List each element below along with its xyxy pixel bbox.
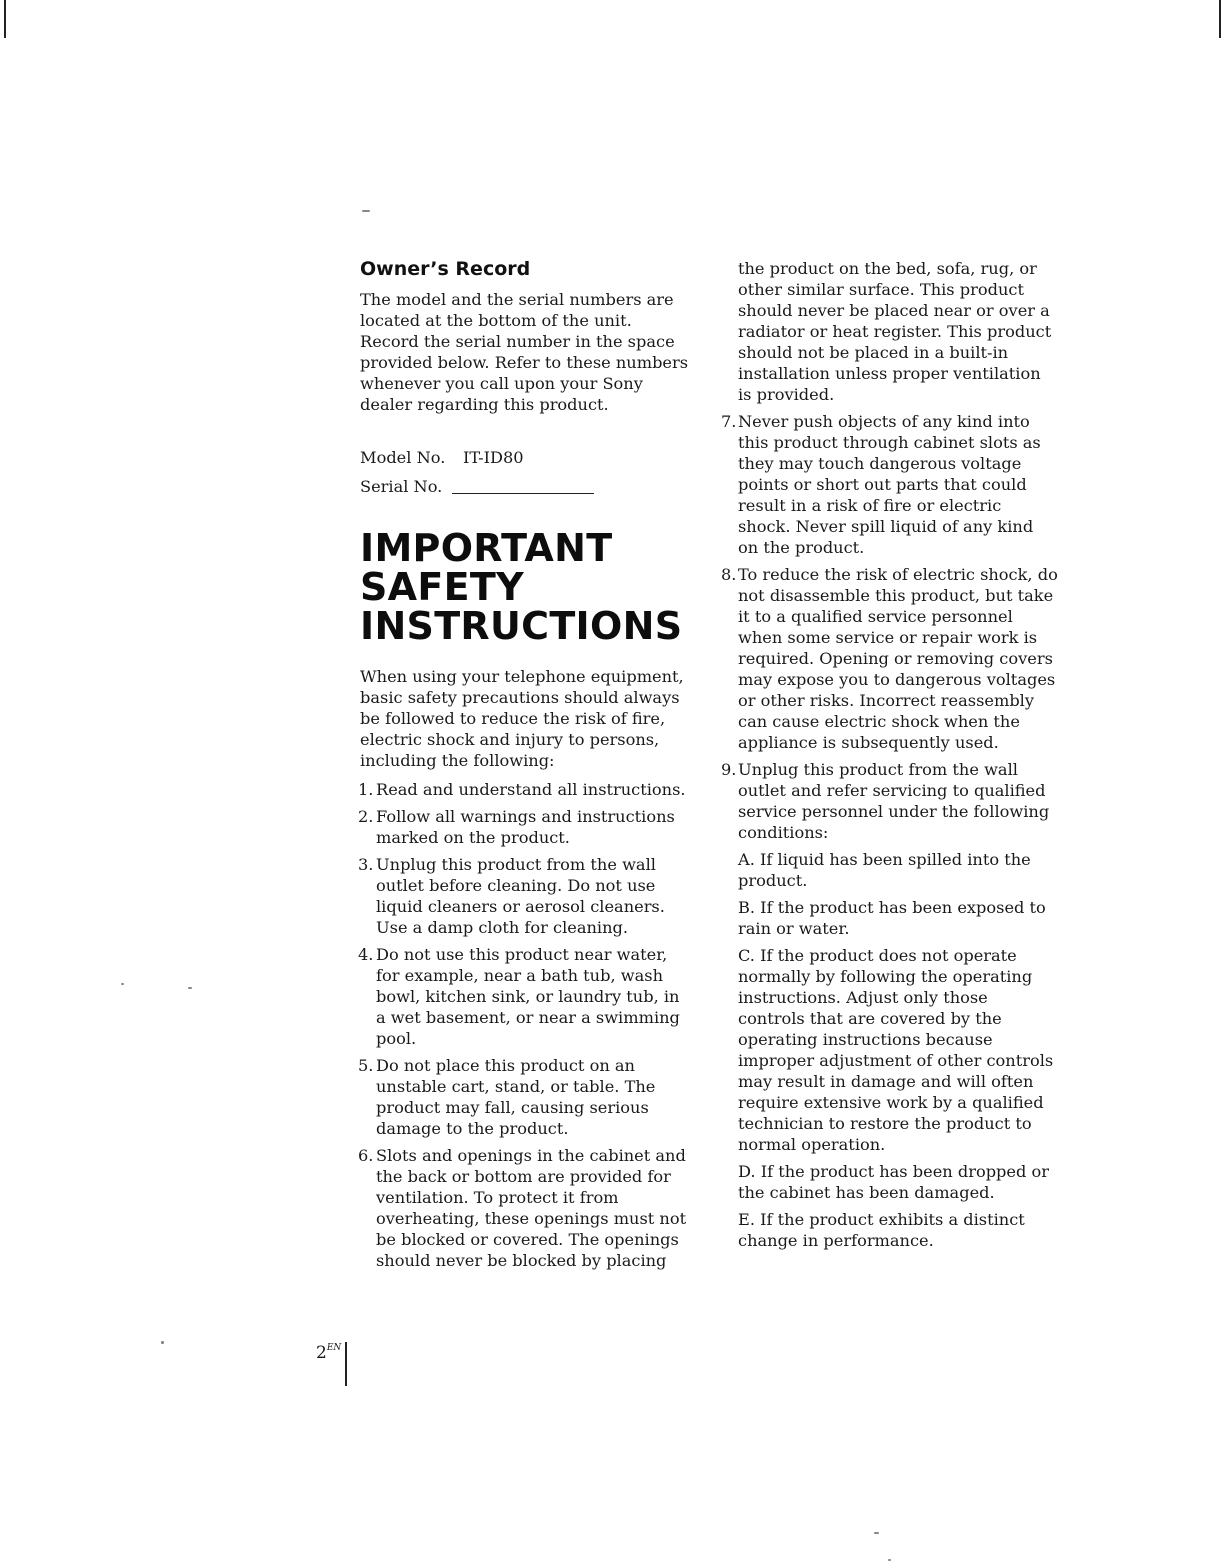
model-number-row [360,447,690,468]
list-item [360,1145,690,1271]
model-value: IT-ID80 [463,448,524,467]
safety-title [360,526,690,648]
list-item [721,564,1058,753]
item6-continued: the product on the bed, sofa, rug, or other similar surface. This product should never be placed near or over a radiator or heat register. This product should not be placed in a built-in installation unless proper ventilation is provided. [738,259,1052,404]
page-number-rule [345,1342,347,1386]
safety-lead: When using your telephone equipment, basic safety precautions should always be followed to reduce the risk of fire, electric shock and injury to persons, including the following: [360,667,684,770]
list-item [360,779,690,800]
item-number: 9. [721,760,737,779]
condition-item: A. If liquid has been spilled into the product. [738,850,1031,890]
condition-item: E. If the product exhibits a distinct change in performance. [738,1210,1025,1250]
item-number: 2. [358,807,374,826]
item-text: Read and understand all instructions. [376,780,686,799]
item-text: Do not place this product on an unstable cart, stand, or table. The product may fall, causing serious damage to the product. [376,1056,656,1138]
item-number: 4. [358,945,374,964]
safety-title-line: SAFETY [360,565,524,609]
item-text: Unplug this product from the wall outlet before cleaning. Do not use liquid cleaners or aerosol cleaners. Use a damp cloth for cleaning. [376,855,665,937]
page-number [316,1338,341,1363]
safety-list-left [360,779,690,1271]
item-text: Unplug this product from the wall outlet and refer servicing to qualified service personnel under the following conditions: [738,760,1050,842]
page-number-value: 2 [316,1343,327,1363]
scan-speck [161,1341,164,1344]
item-text: Follow all warnings and instructions marked on the product. [376,807,675,847]
owners-record-intro: The model and the serial numbers are located at the bottom of the unit. Record the serial number in the space provided below. Refer to these numbers whenever you call upon your Sony dealer regarding this product. [360,290,689,414]
scan-speck [188,987,192,989]
item-number: 5. [358,1056,374,1075]
list-item [360,944,690,1049]
list-item [360,854,690,938]
page-number-suffix: EN [326,1343,342,1353]
list-item [360,806,690,848]
model-label: Model No. [360,448,446,467]
scan-speck [362,210,370,212]
safety-title-line: IMPORTANT [360,526,613,570]
condition-item: C. If the product does not operate normally by following the operating instructions. Adjust only those controls that are covered by the operating instructions because improper adjustment of other controls may result in damage and will often require extensive work by a qualified technician to restore the product to normal operation. [738,946,1054,1154]
serial-number-row [360,476,690,497]
owners-record-heading: Owner’s Record [360,258,531,280]
scan-edge-right [1219,0,1221,38]
serial-label: Serial No. [360,477,443,496]
safety-list-right [718,411,1058,843]
scan-speck [888,1559,891,1561]
list-item [721,411,1058,558]
item-number: 8. [721,565,737,584]
condition-item: B. If the product has been exposed to rain or water. [738,898,1046,938]
item-text: To reduce the risk of electric shock, do not disassemble this product, but take it to a qualified service personnel when some service or repair work is required. Opening or removing covers may expose you to dangerous voltages or other risks. Incorrect reassembly can cause electric shock when the appliance is subsequently used. [738,565,1058,752]
condition-item: D. If the product has been dropped or the cabinet has been damaged. [738,1162,1049,1202]
item-number: 3. [358,855,374,874]
list-item [360,1055,690,1139]
list-item [721,759,1058,843]
item-text: Slots and openings in the cabinet and the back or bottom are provided for ventilation. To protect it from overheating, these openings must not be blocked or covered. The openings should never be blocked by placing [376,1146,687,1270]
right-column [718,258,1058,1257]
item-number: 6. [358,1146,374,1165]
item-number: 7. [721,412,737,431]
left-column [360,258,690,1277]
conditions-list [718,849,1058,1251]
scan-speck [121,983,124,985]
serial-blank-line [452,481,594,494]
scan-speck [874,1532,879,1534]
item-text: Never push objects of any kind into this product through cabinet slots as they may touch dangerous voltage points or short out parts that could result in a risk of fire or electric shock. Never spill liquid of any kind on the product. [738,412,1041,557]
scan-edge-left [4,0,6,38]
safety-title-line: INSTRUCTIONS [360,604,683,648]
item-text: Do not use this product near water, for example, near a bath tub, wash bowl, kitchen sink, or laundry tub, in a wet basement, or near a swimming pool. [376,945,680,1048]
item-number: 1. [358,780,374,799]
